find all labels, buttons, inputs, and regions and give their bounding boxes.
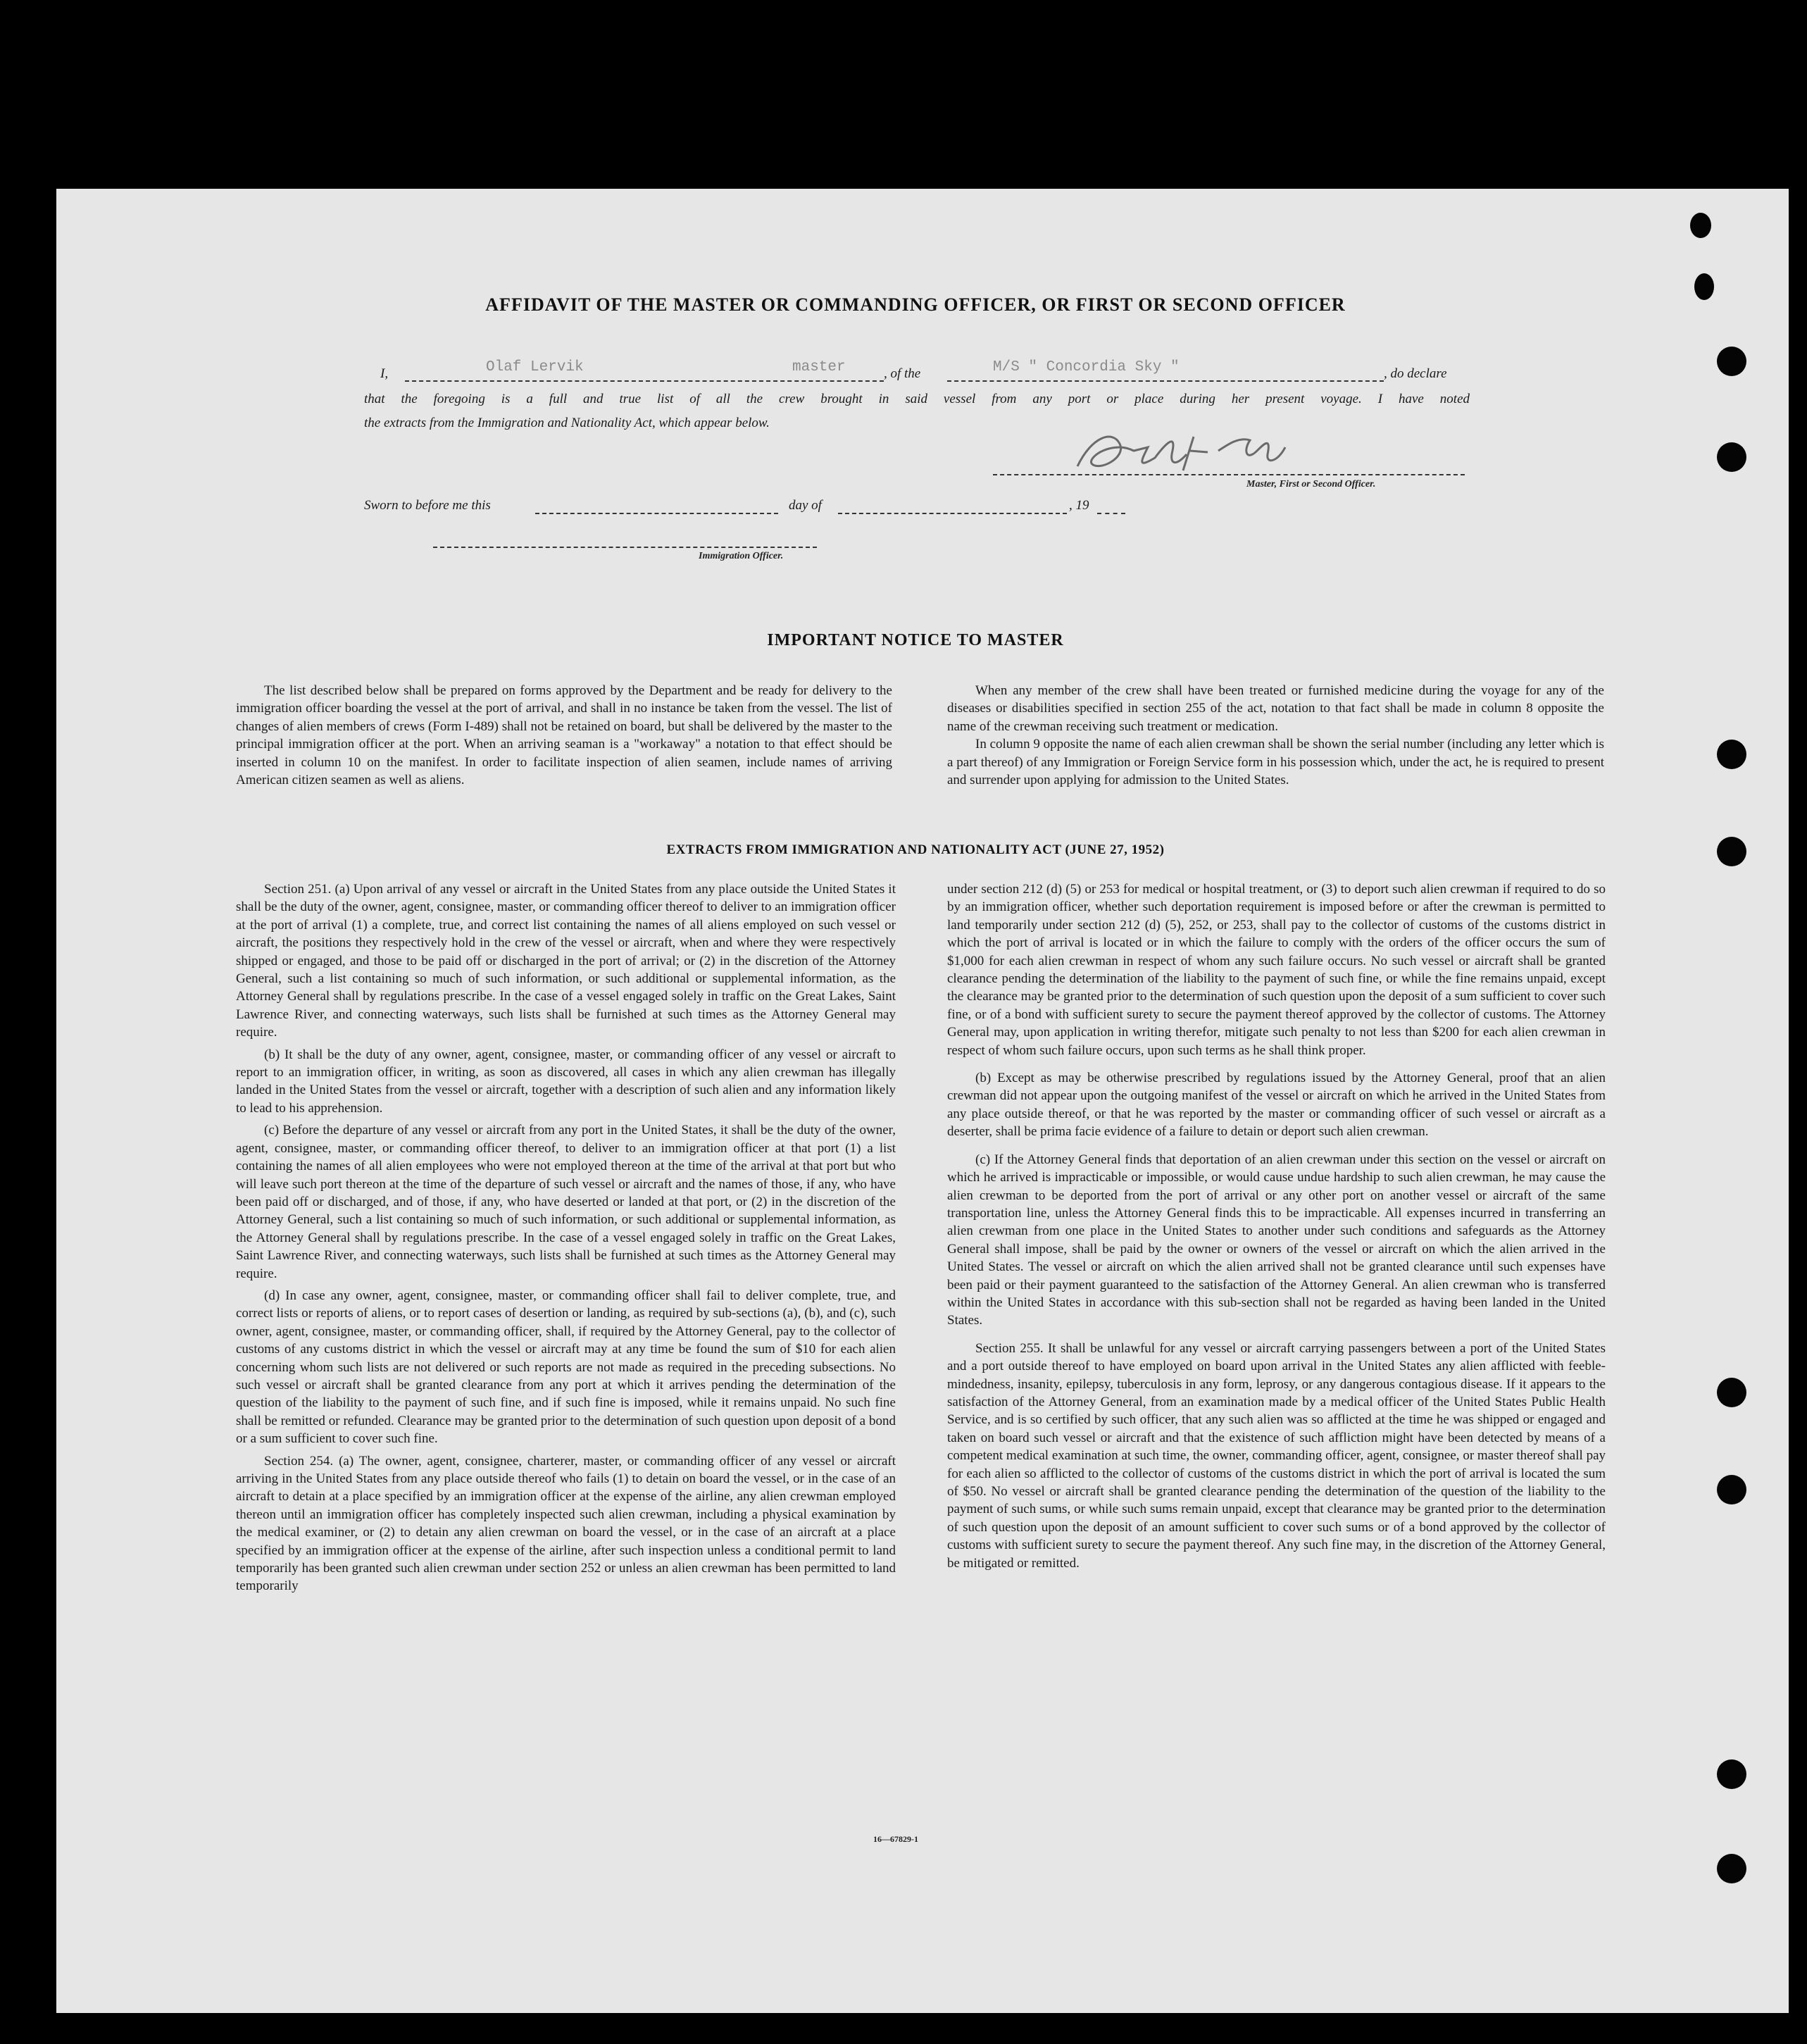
section-251d: (d) In case any owner, agent, consignee, master, or commanding officer shall fail to deliver complete, true, and correct lists or reports of aliens, or to report cases of desertion or landing, as required by sub-sections (a), (b), and (c), such owner, agent, consignee, master, or commanding officer, shall, if required by the Attorney General, pay to the collector of customs of any customs district in which the vessel or aircraft may at any time be found the sum of $10 for each alien concerning whom such lists are not delivered or such reports are not made as required in the preceding subsections. No such vessel or aircraft shall be granted clearance from any port at which it arrives pending the determination of the question of the liability to the payment of such fine, and if such fine is imposed, while it remains unpaid. No such fine shall be remitted or refunded. Clearance may be granted prior to the determination of such question upon deposit of a bond or a sum sufficient to cover such fine. bbox=[236, 1288, 896, 1447]
section-251a: Section 251. (a) Upon arrival of any vessel or aircraft in the United States from any place outside the United States it shall be the duty of the owner, agent, consignee, master, or commanding officer thereof to deliver to an immigration officer at the port of arrival (1) a complete, true, and correct list containing the names of all aliens employed on such vessel or aircraft, the positions they respectively hold in the crew of the vessel or aircraft, when and where they were respectively shipped or engaged, and those to be paid off or discharged in the port of arrival; or (2) in the discretion of the Attorney General, such a list containing so much of such information, or such additional or supplemental information, as the Attorney General shall by regulations prescribe. In the case of a vessel engaged solely in traffic on the Great Lakes, Saint Lawrence River, and connecting waterways, such lists shall be furnished at such times as the Attorney General may require. bbox=[236, 882, 896, 1040]
immigration-officer-line bbox=[433, 547, 817, 548]
day-of-label: day of bbox=[789, 498, 822, 513]
master-name-field[interactable]: Olaf Lervik bbox=[486, 359, 584, 375]
sworn-label: Sworn to before me this bbox=[364, 498, 491, 513]
notice-left-column bbox=[236, 682, 892, 793]
binder-hole bbox=[1717, 740, 1746, 769]
binder-hole bbox=[1717, 347, 1746, 376]
vessel-name-line bbox=[947, 380, 1384, 382]
binder-hole bbox=[1694, 273, 1714, 300]
binder-hole bbox=[1717, 1378, 1746, 1407]
vessel-name-field[interactable]: M/S " Concordia Sky " bbox=[993, 359, 1180, 375]
signature-caption: Master, First or Second Officer. bbox=[1246, 479, 1376, 490]
master-signature bbox=[1070, 423, 1296, 486]
sworn-month-line bbox=[838, 513, 1067, 514]
section-251c: (c) Before the departure of any vessel or aircraft from any port in the United States, it shall be the duty of the owner, agent, consignee, master, or commanding officer thereof, to deliver to an immigration officer at that port (1) a list containing the names of all alien employees who were not employed thereon at the time of the arrival at that port but who will leave such port thereon at the time of the departure of such vessel or aircraft and the names of those, if any, who have been paid off or discharged, and of those, if any, who have deserted or landed at that port, or (2) in the discretion of the Attorney General, such a list containing so much of such information, or such additional or supplemental information, as the Attorney General shall by regulations prescribe. In the case of a vessel engaged solely in traffic on the Great Lakes, Saint Lawrence River, and connecting waterways, such lists shall be furnished at such times as the Attorney General may require. bbox=[236, 1123, 896, 1281]
affidavit-statement-line1: that the foregoing is a full and true list of all the crew brought in said vessel from any port or place during her present voyage. I have noted bbox=[364, 392, 1470, 406]
affidavit-title: AFFIDAVIT OF THE MASTER OR COMMANDING OFFICER, OR FIRST OR SECOND OFFICER bbox=[485, 294, 1346, 315]
master-name-line bbox=[405, 380, 884, 382]
binder-hole bbox=[1717, 1854, 1746, 1883]
section-254b: (b) Except as may be otherwise prescribed by regulations issued by the Attorney General, proof that an alien crewman did not appear upon the outgoing manifest of the vessel or aircraft on which he arrived in the United States from any place outside thereof, or that he was reported by the master or commanding officer of such vessel or aircraft as a deserter, shall be prima facie evidence of a failure to detain or deport such alien crewman. bbox=[947, 1071, 1606, 1140]
do-declare-label: , do declare bbox=[1384, 366, 1447, 381]
extracts-title: EXTRACTS FROM IMMIGRATION AND NATIONALITY ACT (JUNE 27, 1952) bbox=[666, 842, 1165, 857]
affidavit-i-label: I, bbox=[380, 366, 389, 381]
extracts-left-column bbox=[236, 880, 896, 1600]
notice-paragraph: The list described below shall be prepared on forms approved by the Department and be ready for delivery to the immigration officer boarding the vessel at the port of arrival, and shall in no instance be taken from the vessel. The list of changes of alien members of crews (Form I-489) shall not be retained on board, but shall be delivered by the master to the principal immigration officer at the port. When an arriving seaman is a "workaway" a notation to that effect should be inserted in column 10 on the manifest. In order to facilitate inspection of alien seamen, include names of arriving American citizen seamen as well as aliens. bbox=[236, 683, 892, 788]
section-254c: (c) If the Attorney General finds that deportation of an alien crewman under this section on the vessel or aircraft on which he arrived is impracticable or impossible, or would cause undue hardship to such alien crewman, he may cause the alien crewman to be deported from the port of arrival or any other port on another vessel or aircraft of the same transportation line, unless the Attorney General finds this to be impracticable. All expenses incurred in transferring an alien crewman from one place in the United States to another under such conditions and safeguards as the Attorney General shall impose, shall be paid by the owner or owners of the vessel or aircraft on which the alien arrived in the United States. The vessel or aircraft on which the alien arrived shall not be granted clearance until such expenses have been paid or their payment guaranteed to the satisfaction of the Attorney General. An alien crewman who is transferred within the United States in accordance with this sub-section shall not be regarded as having been landed in the United States. bbox=[947, 1152, 1606, 1328]
section-255: Section 255. It shall be unlawful for any vessel or aircraft carrying passengers between a port of the United States and a port outside thereof to have employed on board upon arrival in the United States any alien afflicted with feeble-mindedness, insanity, epilepsy, tuberculosis in any form, leprosy, or any dangerous contagious disease. If it appears to the satisfaction of the Attorney General, from an examination made by a medical officer of the United States Public Health Service, and is so certified by such officer, that any such alien was so afflicted at the time he was shipped or engaged and taken on board such vessel or aircraft and that the existence of such affliction might have been detected by means of a competent medical examination at such time, the owner, commanding officer, agent, consignee, or master thereof shall pay for each alien so afflicted to the collector of customs of the customs district in which the port of arrival is located the sum of $50. No vessel or aircraft shall be granted clearance pending the determination of the question of the liability to the payment of such sums, or while such sums remain unpaid, except that clearance may be granted prior to the determination of such question upon the deposit of an amount sufficient to cover such sums or of a bond approved by the collector of customs with sufficient surety to secure the payment thereof. Any such fine may, in the discretion of the Attorney General, be mitigated or remitted. bbox=[947, 1340, 1606, 1571]
year-label: , 19 bbox=[1069, 498, 1089, 513]
section-254a-continued: under section 212 (d) (5) or 253 for medical or hospital treatment, or (3) to deport such alien crewman if required to do so by an immigration officer, whether such deportation requirement is imposed before or after the crewman is permitted to land temporarily under section 212 (d) (5), 252, or 253, shall pay to the collector of customs of the customs district in which the port of arrival is located or in which the failure to comply with the orders of the officer occurs the sum of $1,000 for each alien crewman in respect of whom any such failure occurs. No such vessel or aircraft shall be granted clearance pending the determination of the liability to the payment of such fine, or while the fine remains unpaid, except the clearance may be granted prior to the determination of such question upon the deposit of a sum sufficient to cover such fine, or of a bond with sufficient surety to secure the payment thereof approved by the collector of customs. The Attorney General may, upon application in writing therefor, mitigate such penalty to not less than $200 for each alien crewman in respect of whom such failure occurs, upon such terms as he shall think proper. bbox=[947, 882, 1606, 1058]
rank-field[interactable]: master bbox=[792, 359, 846, 375]
sworn-day-line bbox=[535, 513, 778, 514]
binder-hole bbox=[1717, 837, 1746, 866]
binder-hole bbox=[1717, 1759, 1746, 1789]
extracts-right-column bbox=[947, 880, 1606, 1576]
signature-line bbox=[993, 474, 1465, 475]
sworn-year-line bbox=[1097, 513, 1125, 514]
binder-hole bbox=[1690, 213, 1711, 238]
binder-hole bbox=[1717, 1475, 1746, 1504]
section-254a: Section 254. (a) The owner, agent, consignee, charterer, master, or commanding officer of any vessel or aircraft arriving in the United States from any place outside thereof who fails (1) to detain on board the vessel, or in the case of an aircraft to detain at a place specified by an immigration officer at the expense of the airline, any alien crewman employed thereon until an immigration officer has completely inspected such alien crewman, including a physical examination by the medical examiner, or (2) to detain any alien crewman on board the vessel, or in the case of an aircraft at a place specified by an immigration officer at the expense of the airline, after such inspection unless a conditional permit to land temporarily has been granted such alien crewman under section 252 or unless an alien crewman has been permitted to land temporarily bbox=[236, 1453, 896, 1594]
section-251b: (b) It shall be the duty of any owner, agent, consignee, master, or commanding officer of any vessel or aircraft to report to an immigration officer, in writing, as soon as discovered, all cases in which any alien crewman has illegally landed in the United States from the vessel or aircraft, together with a description of such alien and any information likely to lead to his apprehension. bbox=[236, 1047, 896, 1116]
notice-title: IMPORTANT NOTICE TO MASTER bbox=[767, 631, 1064, 649]
form-number: 16—67829-1 bbox=[873, 1834, 918, 1844]
binder-hole bbox=[1717, 442, 1746, 472]
notice-paragraph: When any member of the crew shall have been treated or furnished medicine during the voyage for any of the diseases or disabilities specified in section 255 of the act, notation to that fact shall be made in column 8 opposite the name of the crewman receiving such treatment or medication. bbox=[947, 683, 1604, 734]
affidavit-statement-line2: the extracts from the Immigration and Nationality Act, which appear below. bbox=[364, 416, 770, 430]
of-the-label: , of the bbox=[884, 366, 921, 381]
notice-paragraph: In column 9 opposite the name of each alien crewman shall be shown the serial number (including any letter which is a part thereof) of any Immigration or Foreign Service form in his possession which, under the act, he is required to present and surrender upon applying for admission to the United States. bbox=[947, 737, 1604, 788]
immigration-officer-caption: Immigration Officer. bbox=[699, 551, 784, 561]
notice-right-column bbox=[947, 682, 1604, 793]
